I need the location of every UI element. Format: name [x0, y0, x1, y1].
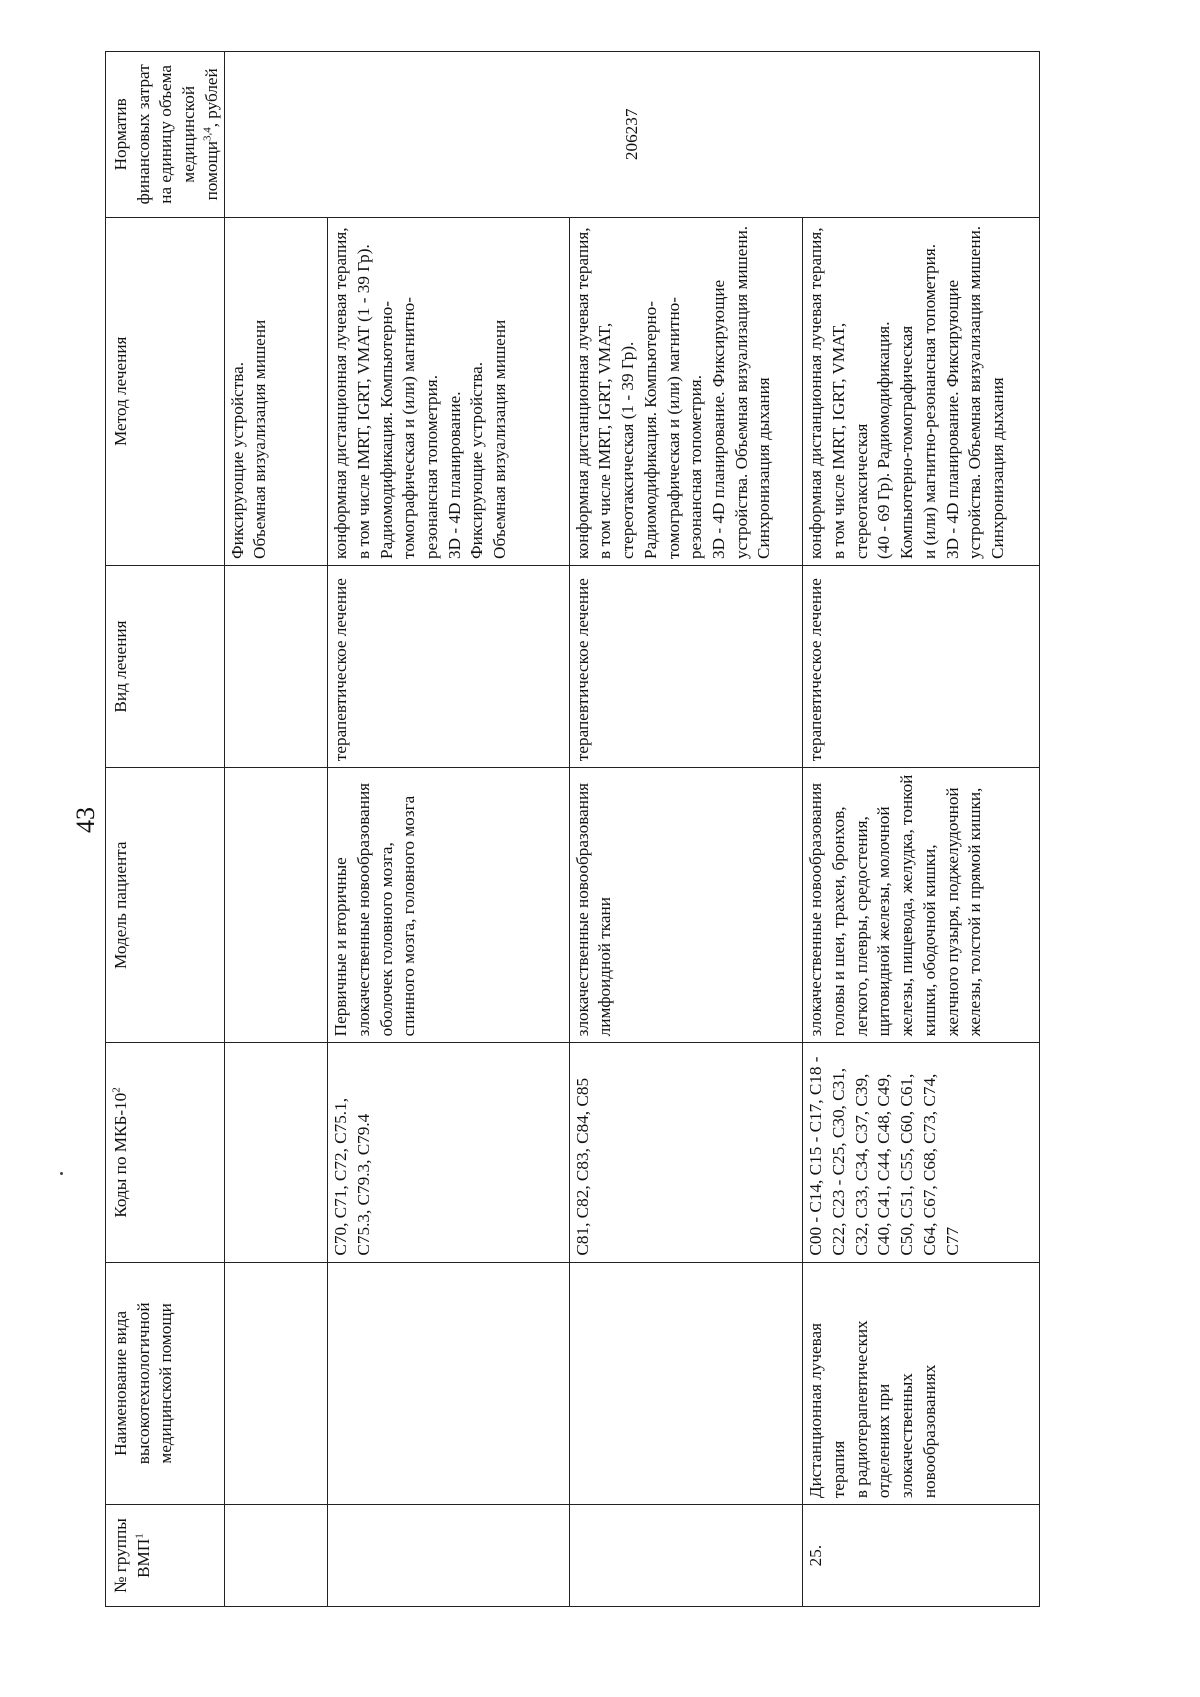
group-number-cell: [328, 1505, 570, 1607]
group-number-cell: [224, 1505, 328, 1607]
patient-model-cell: злокачественные новообразования головы и шеи, трахеи, бронхов, легкого, плевры, средостения, щитовидной железы, молочной железы, пищевода, желудка, тонкой кишки, ободочной кишки, желчного пузыря, поджелудочной железы, толстой и прямой кишки,: [803, 768, 1040, 1043]
header-cost-norm: Норматив финансовых затрат на единицу объема медицинской помощи$^{3,4}$, рублей: [106, 52, 225, 218]
patient-model-cell: Первичные и вторичные злокачественные новообразования оболочек головного мозга, спинного мозга, головного мозга: [328, 768, 570, 1043]
table-row: [224, 52, 328, 1607]
group-number-cell: 25.: [803, 1505, 1040, 1607]
patient-model-cell: злокачественные новообразования лимфоидной ткани: [569, 768, 803, 1043]
treatment-type-cell: терапевтическое лечение: [328, 565, 570, 767]
scan-speck: [60, 1172, 63, 1175]
care-type-cell: Дистанционная лучевая терапия в радиотерапевтических отделениях при злокачественных новообразованиях: [803, 1262, 1040, 1505]
header-patient-model: Модель пациента: [106, 768, 225, 1043]
treatment-method-cell: конформная дистанционная лучевая терапия, в том числе IMRT, IGRT, VMAT, стереотаксическая (40 - 69 Гр). Радиомодификация. Компьютерно-томографическая и (или) магнитно-резонансная топометрия. 3D - 4D планирование. Фиксирующие устройства. Объемная визуализация мишени. Синхронизация дыхания: [803, 217, 1040, 565]
treatment-type-cell: терапевтическое лечение: [803, 565, 1040, 767]
header-treatment-type: Вид лечения: [106, 565, 225, 767]
group-number-cell: [569, 1505, 803, 1607]
treatment-method-cell: конформная дистанционная лучевая терапия, в том числе IMRT, IGRT, VMAT (1 - 39 Гр). Радиомодификация. Компьютерно-томографическая и (или) магнитно-резонансная топометрия. 3D - 4D планирование. Фиксирующие устройства. Объемная визуализация мишени: [328, 217, 570, 565]
icd-codes-cell: [224, 1043, 328, 1262]
icd-codes-cell: C81, C82, C83, C84, C85: [569, 1043, 803, 1262]
icd-codes-cell: C70, C71, C72, C75.1, C75.3, C79.3, C79.4: [328, 1043, 570, 1262]
care-type-cell: [569, 1262, 803, 1505]
header-treatment-method: Метод лечения: [106, 217, 225, 565]
table-row: [803, 52, 1040, 1607]
table-row: [569, 52, 803, 1607]
header-icd-codes: Коды по МКБ-$10^2$: [106, 1043, 225, 1262]
vmp-table: [105, 51, 1040, 1607]
header-group-number: № группы ВМП$^1$: [106, 1505, 225, 1607]
rotated-table-container: [105, 51, 1040, 1607]
treatment-type-cell: терапевтическое лечение: [569, 565, 803, 767]
page-number: 43: [71, 807, 100, 833]
care-type-cell: [224, 1262, 328, 1505]
treatment-type-cell: [224, 565, 328, 767]
header-care-type-name: Наименование вида высокотехнологичной медицинской помощи: [106, 1262, 225, 1505]
cost-norm-cell: 206237: [224, 52, 1039, 218]
icd-codes-cell: C00 - C14, C15 - C17, C18 - C22, C23 - C25, C30, C31, C32, C33, C34, C37, C39, C40, C41, C44, C48, C49, C50, C51, C55, C60, C61, C64, C67, C68, C73, C74, C77: [803, 1043, 1040, 1262]
treatment-method-cell: конформная дистанционная лучевая терапия, в том числе IMRT, IGRT, VMAT, стереотаксическая (1 - 39 Гр). Радиомодификация. Компьютерно-томографическая и (или) магнитно-резонансная топометрия. 3D - 4D планирование. Фиксирующие устройства. Объемная визуализация мишени. Синхронизация дыхания: [569, 217, 803, 565]
patient-model-cell: [224, 768, 328, 1043]
header-row: [106, 52, 225, 1607]
care-type-cell: [328, 1262, 570, 1505]
table-row: [328, 52, 570, 1607]
treatment-method-cell: Фиксирующие устройства. Объемная визуализация мишени: [224, 217, 328, 565]
